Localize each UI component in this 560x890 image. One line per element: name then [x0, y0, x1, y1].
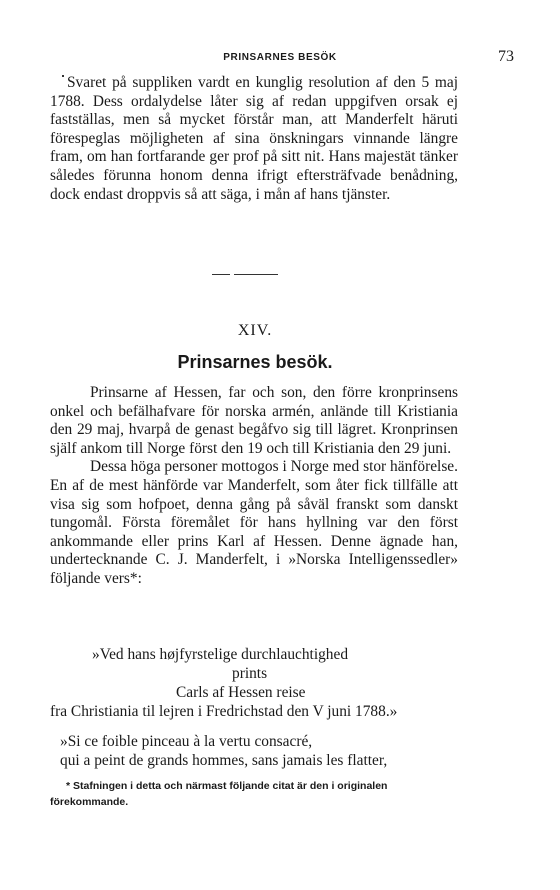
paragraph: Prinsarne af Hessen, far och son, den förre kronprinsens onkel och befälhafvare för norska armén, anlände till Kristiania den 29 maj, hvarpå de genast begåfvo sig till lägret. Kronprinsen själf ankom till Norge först den 19 och till Kristiania den 29 juni. — [50, 384, 458, 457]
poem-line: Carls af Hessen reise — [176, 684, 306, 701]
running-header: PRINSARNES BESÖK — [223, 52, 337, 63]
verse-line: qui a peint de grands hommes, sans jamais les flatter, — [60, 752, 388, 769]
chapter-number: XIV. — [237, 322, 273, 339]
poem-line: prints — [232, 665, 268, 682]
footnote: * Stafningen i detta och närmast följande citat är den i originalen förekommande. — [50, 780, 388, 808]
chapter-body — [50, 384, 458, 589]
verse-line: »Si ce foible pinceau à la vertu consacré, — [60, 733, 313, 750]
paragraph: Dessa höga personer mottogos i Norge med stor hänförelse. En af de mest hänförde var Manderfelt, som åter fick tillfälle att visa sig som hofpoet, denna gång på såväl franskt som danskt tungomål. Första föremålet för hans hyllning var den först ankommande eller prins Karl af Hessen. Denne ägnade han, undertecknande C. J. Manderfelt, i »Norska Intelligenssedler» följande vers*: — [50, 458, 458, 587]
section-divider — [212, 274, 278, 275]
chapter-title: Prinsarnes besök. — [177, 352, 333, 372]
intro-paragraph: Svaret på suppliken vardt en kunglig resolution af den 5 maj 1788. Dess ordalydelse låter sig af redan uppgifven orsak ej fastställas, men så mycket förstår man, att Manderfelt häruti förespeglas möjligheten af sina önskningars vinnande längre fram, om han fortfarande ger prof på sitt nit. Hans majestät tänker således förunna honom denna ifrigt eftersträfvade benådning, dock endast droppvis så att säga, i mån af hans tjänster. — [50, 74, 458, 203]
page-number: 73 — [498, 48, 514, 65]
poem-line: fra Christiania til lejren i Fredrichstad den V juni 1788.» — [50, 703, 398, 720]
poem-line: »Ved hans højfyrstelige durchlauchtighed — [92, 646, 349, 663]
